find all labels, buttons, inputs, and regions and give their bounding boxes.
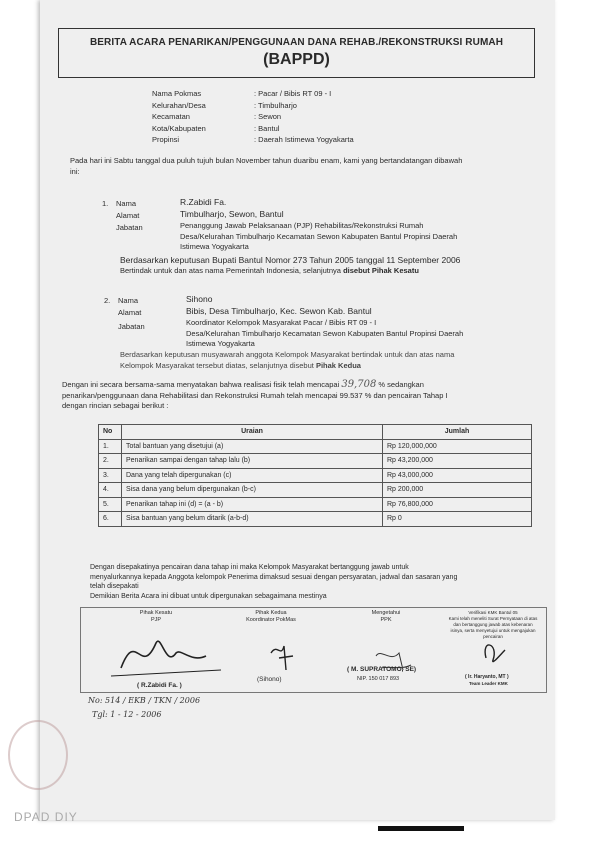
party2-basis xyxy=(120,350,540,371)
row-jumlah: Rp 120,000,000 xyxy=(383,439,532,454)
row-uraian: Penarikan sampai dengan tahap lalu (b) xyxy=(122,454,383,469)
pihak-kesatu-label: disebut Pihak Kesatu xyxy=(343,265,419,275)
meta-value: : Bantul xyxy=(254,123,280,133)
sig-title: Verifikasi KMK Bantul 05 xyxy=(468,610,518,615)
party1-jabatan-label: Jabatan xyxy=(116,223,143,232)
watermark-text: DPAD DIY xyxy=(14,810,78,824)
party2-jabatan xyxy=(186,318,541,350)
basis-line: Kelompok Masyarakat tersebut diatas, selanjutnya disebut xyxy=(120,360,316,370)
meta-value: : Daerah Istimewa Yogyakarta xyxy=(254,135,354,144)
basis-line: Bertindak untuk dan atas nama Pemerintah Indonesia, selanjutnya xyxy=(120,265,344,275)
closing-line: Dengan disepakatinya pencairan dana tahap ini maka Kelompok Masyarakat bertanggung jawab untuk xyxy=(90,564,409,571)
table-row xyxy=(99,483,532,498)
sig-note: isinya, serta menyetujui untuk mengajukan xyxy=(450,628,536,633)
scan-bar xyxy=(378,826,464,831)
party2-jabatan-label: Jabatan xyxy=(118,322,145,331)
table-row xyxy=(99,468,532,483)
meta-label: Propinsi xyxy=(152,135,180,144)
row-uraian: Total bantuan yang disetujui (a) xyxy=(122,439,383,454)
meta-label: Kecamatan xyxy=(152,112,190,121)
sig-name-ppk: ( M. SUPRATOMO, SE) xyxy=(347,666,417,673)
jabatan-line: Desa/Kelurahan Timbulharjo Kecamatan Sewon Kabupaten Bantul Propinsi Daerah xyxy=(180,231,458,241)
agreement-line: % sedangkan xyxy=(378,380,424,389)
intro-line: ini: xyxy=(70,166,80,176)
party1-nama-label: Nama xyxy=(116,199,137,208)
document-page xyxy=(40,0,555,820)
jabatan-line: Istimewa Yogyakarta xyxy=(186,339,255,348)
agreement-paragraph xyxy=(62,380,542,412)
party2-nama: Sihono xyxy=(186,294,213,304)
sig-role: Koordinator PokMas xyxy=(246,617,296,623)
party1-jabatan xyxy=(180,221,540,253)
sig-note: dan bertanggung jawab atas kebenaran xyxy=(453,622,533,627)
sig-name-pihak-kesatu: ( R.Zabidi Fa. ) xyxy=(137,682,182,689)
row-jumlah: Rp 0 xyxy=(383,512,532,527)
agreement-line: penarikan/penggunaan dana Rehabilitasi dan Rekonstruksi Rumah telah mencapai 99.537 % dan pencairan Tahap I xyxy=(62,390,448,400)
agreement-line: Dengan ini secara bersama-sama menyatakan bahwa realisasi fisik telah mencapai xyxy=(62,380,340,389)
funds-table xyxy=(98,424,532,527)
party1-number: 1. xyxy=(102,199,109,208)
document-subtitle: (BAPPD) xyxy=(263,51,330,68)
jabatan-line: Penanggung Jawab Pelaksanaan (PJP) Rehabilitas/Rekonstruksi Rumah xyxy=(180,221,424,230)
jabatan-line: Koordinator Kelompok Masyarakat Pacar / Bibis RT 09 - I xyxy=(186,318,377,327)
row-uraian: Dana yang telah dipergunakan (c) xyxy=(122,468,383,483)
intro-paragraph xyxy=(70,156,540,177)
party2-alamat: Bibis, Desa Timbulharjo, Kec. Sewon Kab. Bantul xyxy=(186,306,372,316)
col-no-header: No xyxy=(99,425,122,440)
closing-line: menyalurkannya kepada Anggota kelompok Penerima dimaksud sesuai dengan persyaratan, jadwal dan sasaran yang xyxy=(90,573,458,581)
meta-value: : Timbulharjo xyxy=(254,100,297,110)
row-no: 1. xyxy=(99,439,122,454)
closing-line: telah disepakati xyxy=(90,583,139,590)
signature-box xyxy=(80,607,547,693)
meta-label: Nama Pokmas xyxy=(152,89,202,98)
table-row xyxy=(99,512,532,527)
sig-note: pencairan xyxy=(483,634,503,639)
table-row xyxy=(99,454,532,469)
row-no: 3. xyxy=(99,468,122,483)
table-row xyxy=(99,497,532,512)
handwritten-note-date: Tgl: 1 - 12 - 2006 xyxy=(92,710,162,719)
sig-nip-ppk: NIP. 150 017 893 xyxy=(357,676,400,682)
intro-line: Pada hari ini Sabtu tanggal dua puluh tujuh bulan November tahun duaribu enam, kami yang bertandatangan dibawah xyxy=(70,156,463,165)
row-jumlah: Rp 43,200,000 xyxy=(383,454,532,469)
jabatan-line: Desa/Kelurahan Timbulharjo Kecamatan Sewon Kabupaten Bantul Propinsi Daerah xyxy=(186,328,464,338)
row-no: 4. xyxy=(99,483,122,498)
party2-nama-label: Nama xyxy=(118,296,139,305)
sig-name-pihak-kedua: (Sihono) xyxy=(257,676,282,683)
sig-role: PJP xyxy=(150,617,162,623)
closing-paragraph xyxy=(90,563,540,601)
party1-alamat: Timbulharjo, Sewon, Bantul xyxy=(180,209,284,219)
party1-nama: R.Zabidi Fa. xyxy=(180,197,227,207)
row-uraian: Penarikan tahap ini (d) = (a - b) xyxy=(122,497,383,512)
meta-label: Kota/Kabupaten xyxy=(152,123,206,133)
row-jumlah: Rp 43,000,000 xyxy=(383,468,532,483)
sig-title: Mengetahui xyxy=(371,610,401,616)
party2-alamat-label: Alamat xyxy=(118,308,142,317)
row-no: 5. xyxy=(99,497,122,512)
row-no: 2. xyxy=(99,454,122,469)
party1-alamat-label: Alamat xyxy=(116,211,140,220)
party1-basis xyxy=(120,255,540,276)
sig-title: Pihak Kedua xyxy=(255,610,287,616)
title-box xyxy=(58,28,535,78)
meta-value: : Pacar / Bibis RT 09 - I xyxy=(254,89,332,98)
row-jumlah: Rp 200,000 xyxy=(383,483,532,498)
row-uraian: Sisa dana yang belum dipergunakan (b-c) xyxy=(122,483,383,498)
sig-name-kmk: ( Ir. Haryanto, MT ) xyxy=(465,674,509,680)
sig-title: Pihak Kesatu xyxy=(139,610,173,616)
party2-number: 2. xyxy=(104,296,111,305)
sig-role: PPK xyxy=(380,617,392,623)
row-uraian: Sisa bantuan yang belum ditarik (a-b-d) xyxy=(122,512,383,527)
basis-line: Berdasarkan keputusan Bupati Bantul Nomor 273 Tahun 2005 tanggal 11 September 2006 xyxy=(120,255,461,265)
basis-line: Berdasarkan keputusan musyawarah anggota Kelompok Masyarakat bertindak untuk dan atas nama xyxy=(120,350,455,359)
handwritten-note-number: No: 514 / EKB / TKN / 2006 xyxy=(88,696,201,705)
table-header-row xyxy=(99,425,532,440)
archive-seal-icon xyxy=(8,720,68,790)
meta-label: Kelurahan/Desa xyxy=(152,100,206,110)
meta-value: : Sewon xyxy=(254,112,282,121)
document-title: BERITA ACARA PENARIKAN/PENGGUNAAN DANA REHAB./REKONSTRUKSI RUMAH xyxy=(89,37,504,48)
col-uraian-header: Uraian xyxy=(122,425,383,440)
pihak-kedua-label: Pihak Kedua xyxy=(315,360,361,370)
sig-note: Kami telah meneliti Surat Pernyataan di atas xyxy=(448,616,538,621)
jabatan-line: Istimewa Yogyakarta xyxy=(180,242,249,251)
handwritten-percentage: 39,708 xyxy=(341,379,377,390)
col-jumlah-header: Jumlah xyxy=(383,425,532,440)
pokmas-info xyxy=(152,88,354,146)
table-row xyxy=(99,439,532,454)
row-no: 6. xyxy=(99,512,122,527)
closing-line: Demikian Berita Acara ini dibuat untuk dipergunakan sebagaimana mestinya xyxy=(90,592,327,600)
sig-role-kmk: Team Leader KMK xyxy=(469,681,508,686)
row-jumlah: Rp 76,800,000 xyxy=(383,497,532,512)
agreement-line: dengan rincian sebagai berikut : xyxy=(62,401,169,410)
